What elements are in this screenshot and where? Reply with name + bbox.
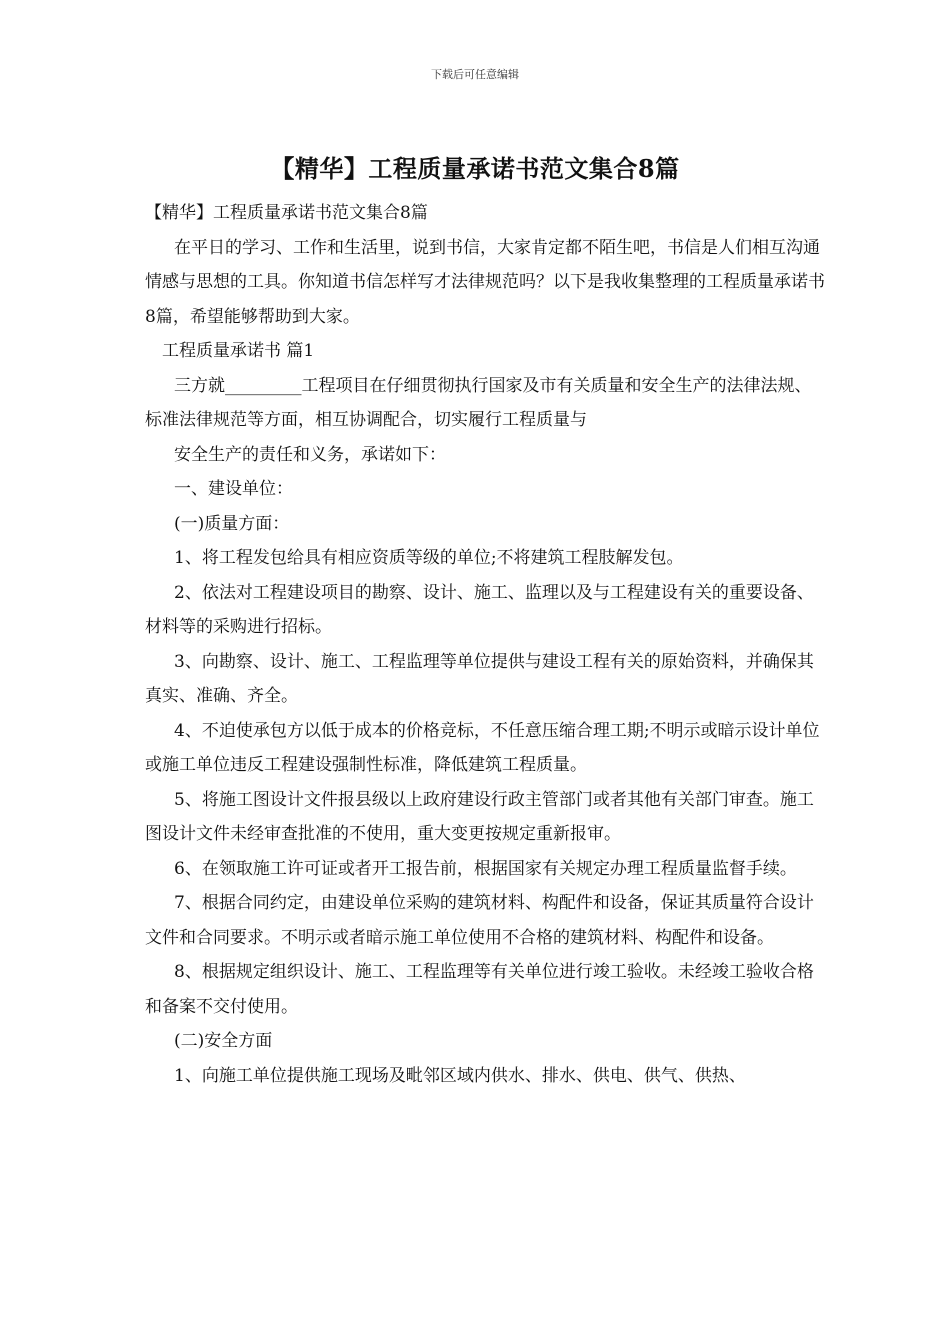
paragraph: 一、建设单位： xyxy=(174,479,293,499)
paragraph: 三方就_________工程项目在仔细贯彻执行国家及市有关质量和安全生产的法律法规、标准法律规范等方面，相互协调配合，切实履行工程质量与 xyxy=(145,375,812,430)
paragraph: 在平日的学习、工作和生活里，说到书信，大家肯定都不陌生吧，书信是人们相互沟通情感与思想的工具。你知道书信怎样写才法律规范吗？以下是我收集整理的工程质量承诺书8篇，希望能够帮助到大家。 xyxy=(145,237,825,327)
paragraph: 【精华】工程质量承诺书范文集合8篇 xyxy=(145,203,428,223)
paragraph: 工程质量承诺书 篇1 xyxy=(162,341,315,361)
paragraph: 6、在领取施工许可证或者开工报告前，根据国家有关规定办理工程质量监督手续。 xyxy=(174,858,797,879)
paragraph: 安全生产的责任和义务，承诺如下： xyxy=(174,444,446,465)
paragraph: 5、将施工图设计文件报县级以上政府建设行政主管部门或者其他有关部门审查。施工图设计文件未经审查批准的不使用，重大变更按规定重新报审。 xyxy=(145,789,814,844)
paragraph: 2、依法对工程建设项目的勘察、设计、施工、监理以及与工程建设有关的重要设备、材料等的采购进行招标。 xyxy=(145,582,814,637)
document-body xyxy=(145,196,825,1093)
paragraph: 3、向勘察、设计、施工、工程监理等单位提供与建设工程有关的原始资料，并确保其真实、准确、齐全。 xyxy=(145,651,814,706)
paragraph: (一)质量方面： xyxy=(174,513,290,534)
paragraph: 8、根据规定组织设计、施工、工程监理等有关单位进行竣工验收。未经竣工验收合格和备案不交付使用。 xyxy=(145,962,814,1017)
paragraph: 4、不迫使承包方以低于成本的价格竞标，不任意压缩合理工期;不明示或暗示设计单位或施工单位违反工程建设强制性标准，降低建筑工程质量。 xyxy=(145,720,820,775)
header-note: 下载后可任意编辑 xyxy=(431,68,519,81)
document-title: 【精华】工程质量承诺书范文集合8篇 xyxy=(270,154,680,183)
paragraph: 1、向施工单位提供施工现场及毗邻区域内供水、排水、供电、供气、供热、 xyxy=(174,1065,746,1086)
paragraph: 7、根据合同约定，由建设单位采购的建筑材料、构配件和设备，保证其质量符合设计文件和合同要求。不明示或者暗示施工单位使用不合格的建筑材料、构配件和设备。 xyxy=(145,893,814,948)
paragraph: (二)安全方面 xyxy=(174,1031,273,1051)
paragraph: 1、将工程发包给具有相应资质等级的单位;不将建筑工程肢解发包。 xyxy=(174,548,684,568)
